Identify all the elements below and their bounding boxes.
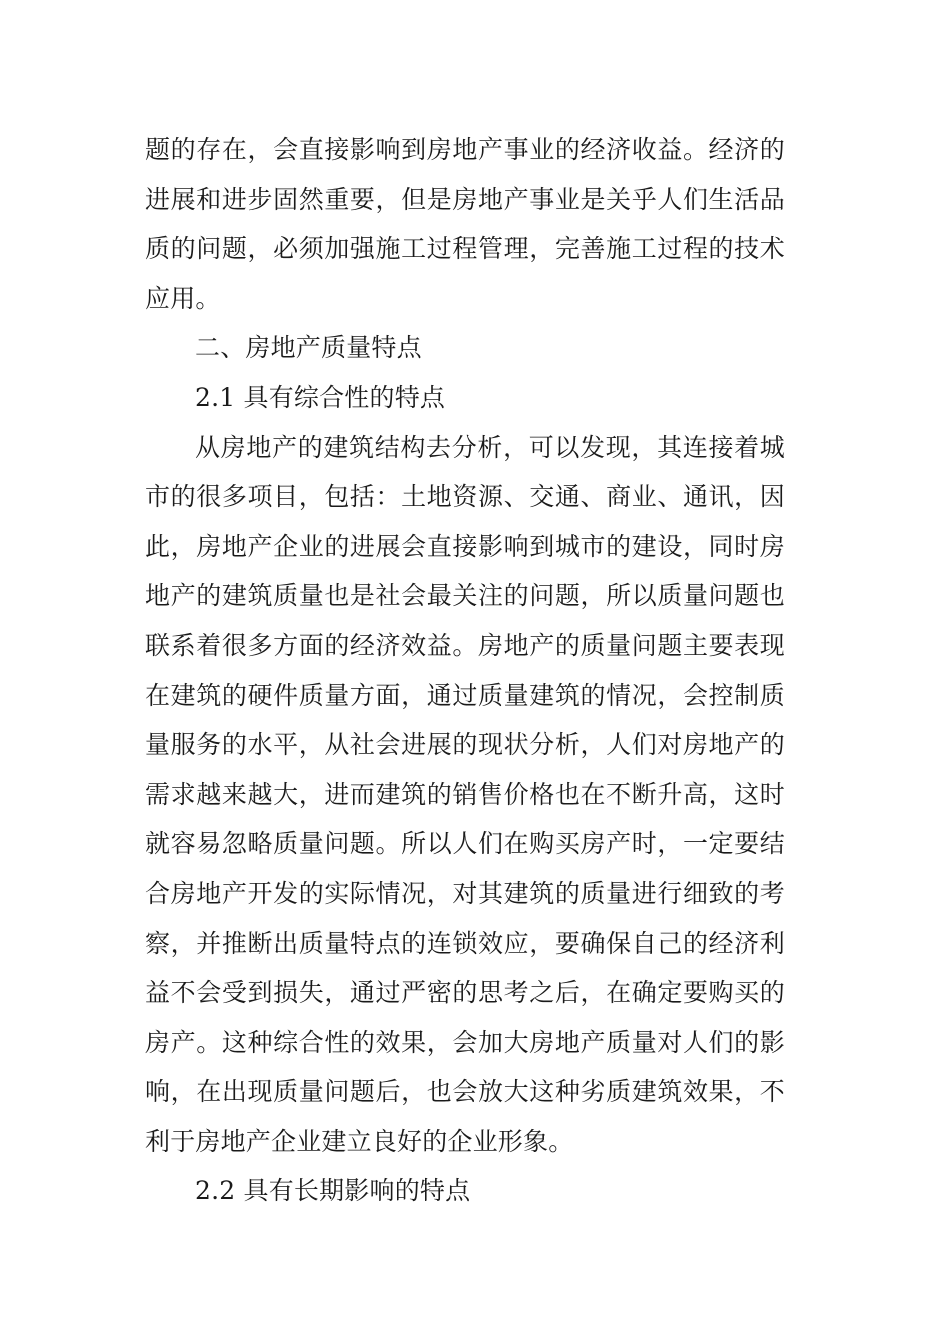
subsection-heading: 2.1 具有综合性的特点 [195,382,446,412]
document-body [145,125,785,1216]
body-paragraph: 题的存在，会直接影响到房地产事业的经济收益。经济的进展和进步固然重要，但是房地产事业是关乎人们生活品质的问题，必须加强施工过程管理，完善施工过程的技术应用。 [145,135,785,313]
subsection-heading: 2.2 具有长期影响的特点 [195,1176,471,1206]
body-paragraph: 从房地产的建筑结构去分析，可以发现，其连接着城市的很多项目，包括：土地资源、交通、商业、通讯，因此，房地产企业的进展会直接影响到城市的建设，同时房地产的建筑质量也是社会最关注的问题，所以质量问题也联系着很多方面的经济效益。房地产的质量问题主要表现在建筑的硬件质量方面，通过质量建筑的情况，会控制质量服务的水平，从社会进展的现状分析，人们对房地产的需求越来越大，进而建筑的销售价格也在不断升高，这时就容易忽略质量问题。所以人们在购买房产时，一定要结合房地产开发的实际情况，对其建筑的质量进行细致的考察，并推断出质量特点的连锁效应，要确保自己的经济利益不会受到损失，通过严密的思考之后，在确定要购买的房产。这种综合性的效果，会加大房地产质量对人们的影响，在出现质量问题后，也会放大这种劣质建筑效果，不利于房地产企业建立良好的企业形象。 [145,432,785,1156]
section-heading: 二、房地产质量特点 [195,333,422,363]
